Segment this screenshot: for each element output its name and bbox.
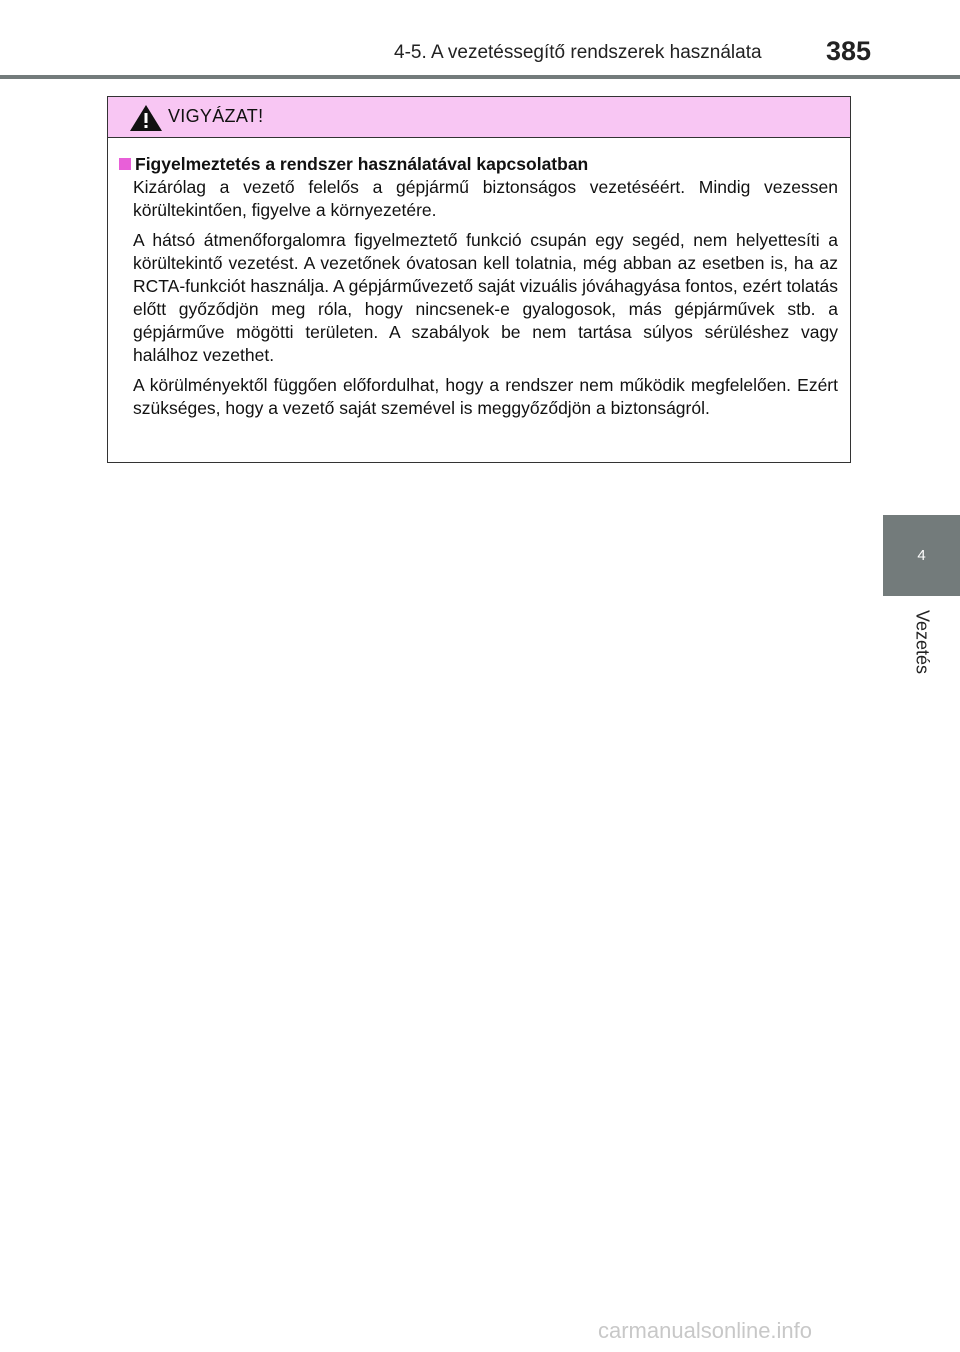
chapter-label: Vezetés (912, 609, 933, 675)
warning-header (108, 97, 850, 138)
warning-paragraph-2: A hátsó átmenőforgalomra figyelmeztető funkció csupán egy segéd, nem helyettesíti a körültekintő vezetést. A vezetőnek óvatosan kell tolatnia, még abban az esetben is, ha az RCTA-funkciót használja. A gépjárművezető saját vizuális jóváhagyása fontos, ezért tolatás előtt győződjön meg róla, hogy nincsenek-e gyalogosok, más gépjárművek stb. a gépjárműve mögötti területen. A szabályok be nem tartása súlyos sérüléshez vagy halálhoz vezethet. (133, 230, 838, 365)
chapter-side-tab[interactable] (883, 515, 960, 596)
warning-paragraph-1: Kizárólag a vezető felelős a gépjármű biztonságos vezetéséért. Mindig vezessen körültekintően, figyelve a környezetére. (133, 177, 838, 220)
warning-paragraph-3: A körülményektől függően előfordulhat, hogy a rendszer nem működik megfelelően. Ezért szükséges, hogy a vezető saját szemével is meggyőződjön a biztonságról. (133, 375, 838, 418)
warning-triangle-icon (128, 103, 164, 133)
section-heading (119, 152, 838, 176)
watermark: carmanualsonline.info (598, 1318, 813, 1343)
warning-body (108, 138, 850, 420)
page-number: 385 (826, 36, 872, 66)
chapter-number: 4 (917, 547, 926, 564)
section-heading-text: Figyelmeztetés a rendszer használatával kapcsolatban (135, 154, 589, 174)
section-bullet-icon (119, 158, 131, 170)
warning-box (107, 96, 851, 463)
warning-label: VIGYÁZAT! (168, 106, 264, 126)
header-title: 4-5. A vezetéssegítő rendszerek használata (394, 42, 762, 63)
header-rule (0, 75, 960, 79)
